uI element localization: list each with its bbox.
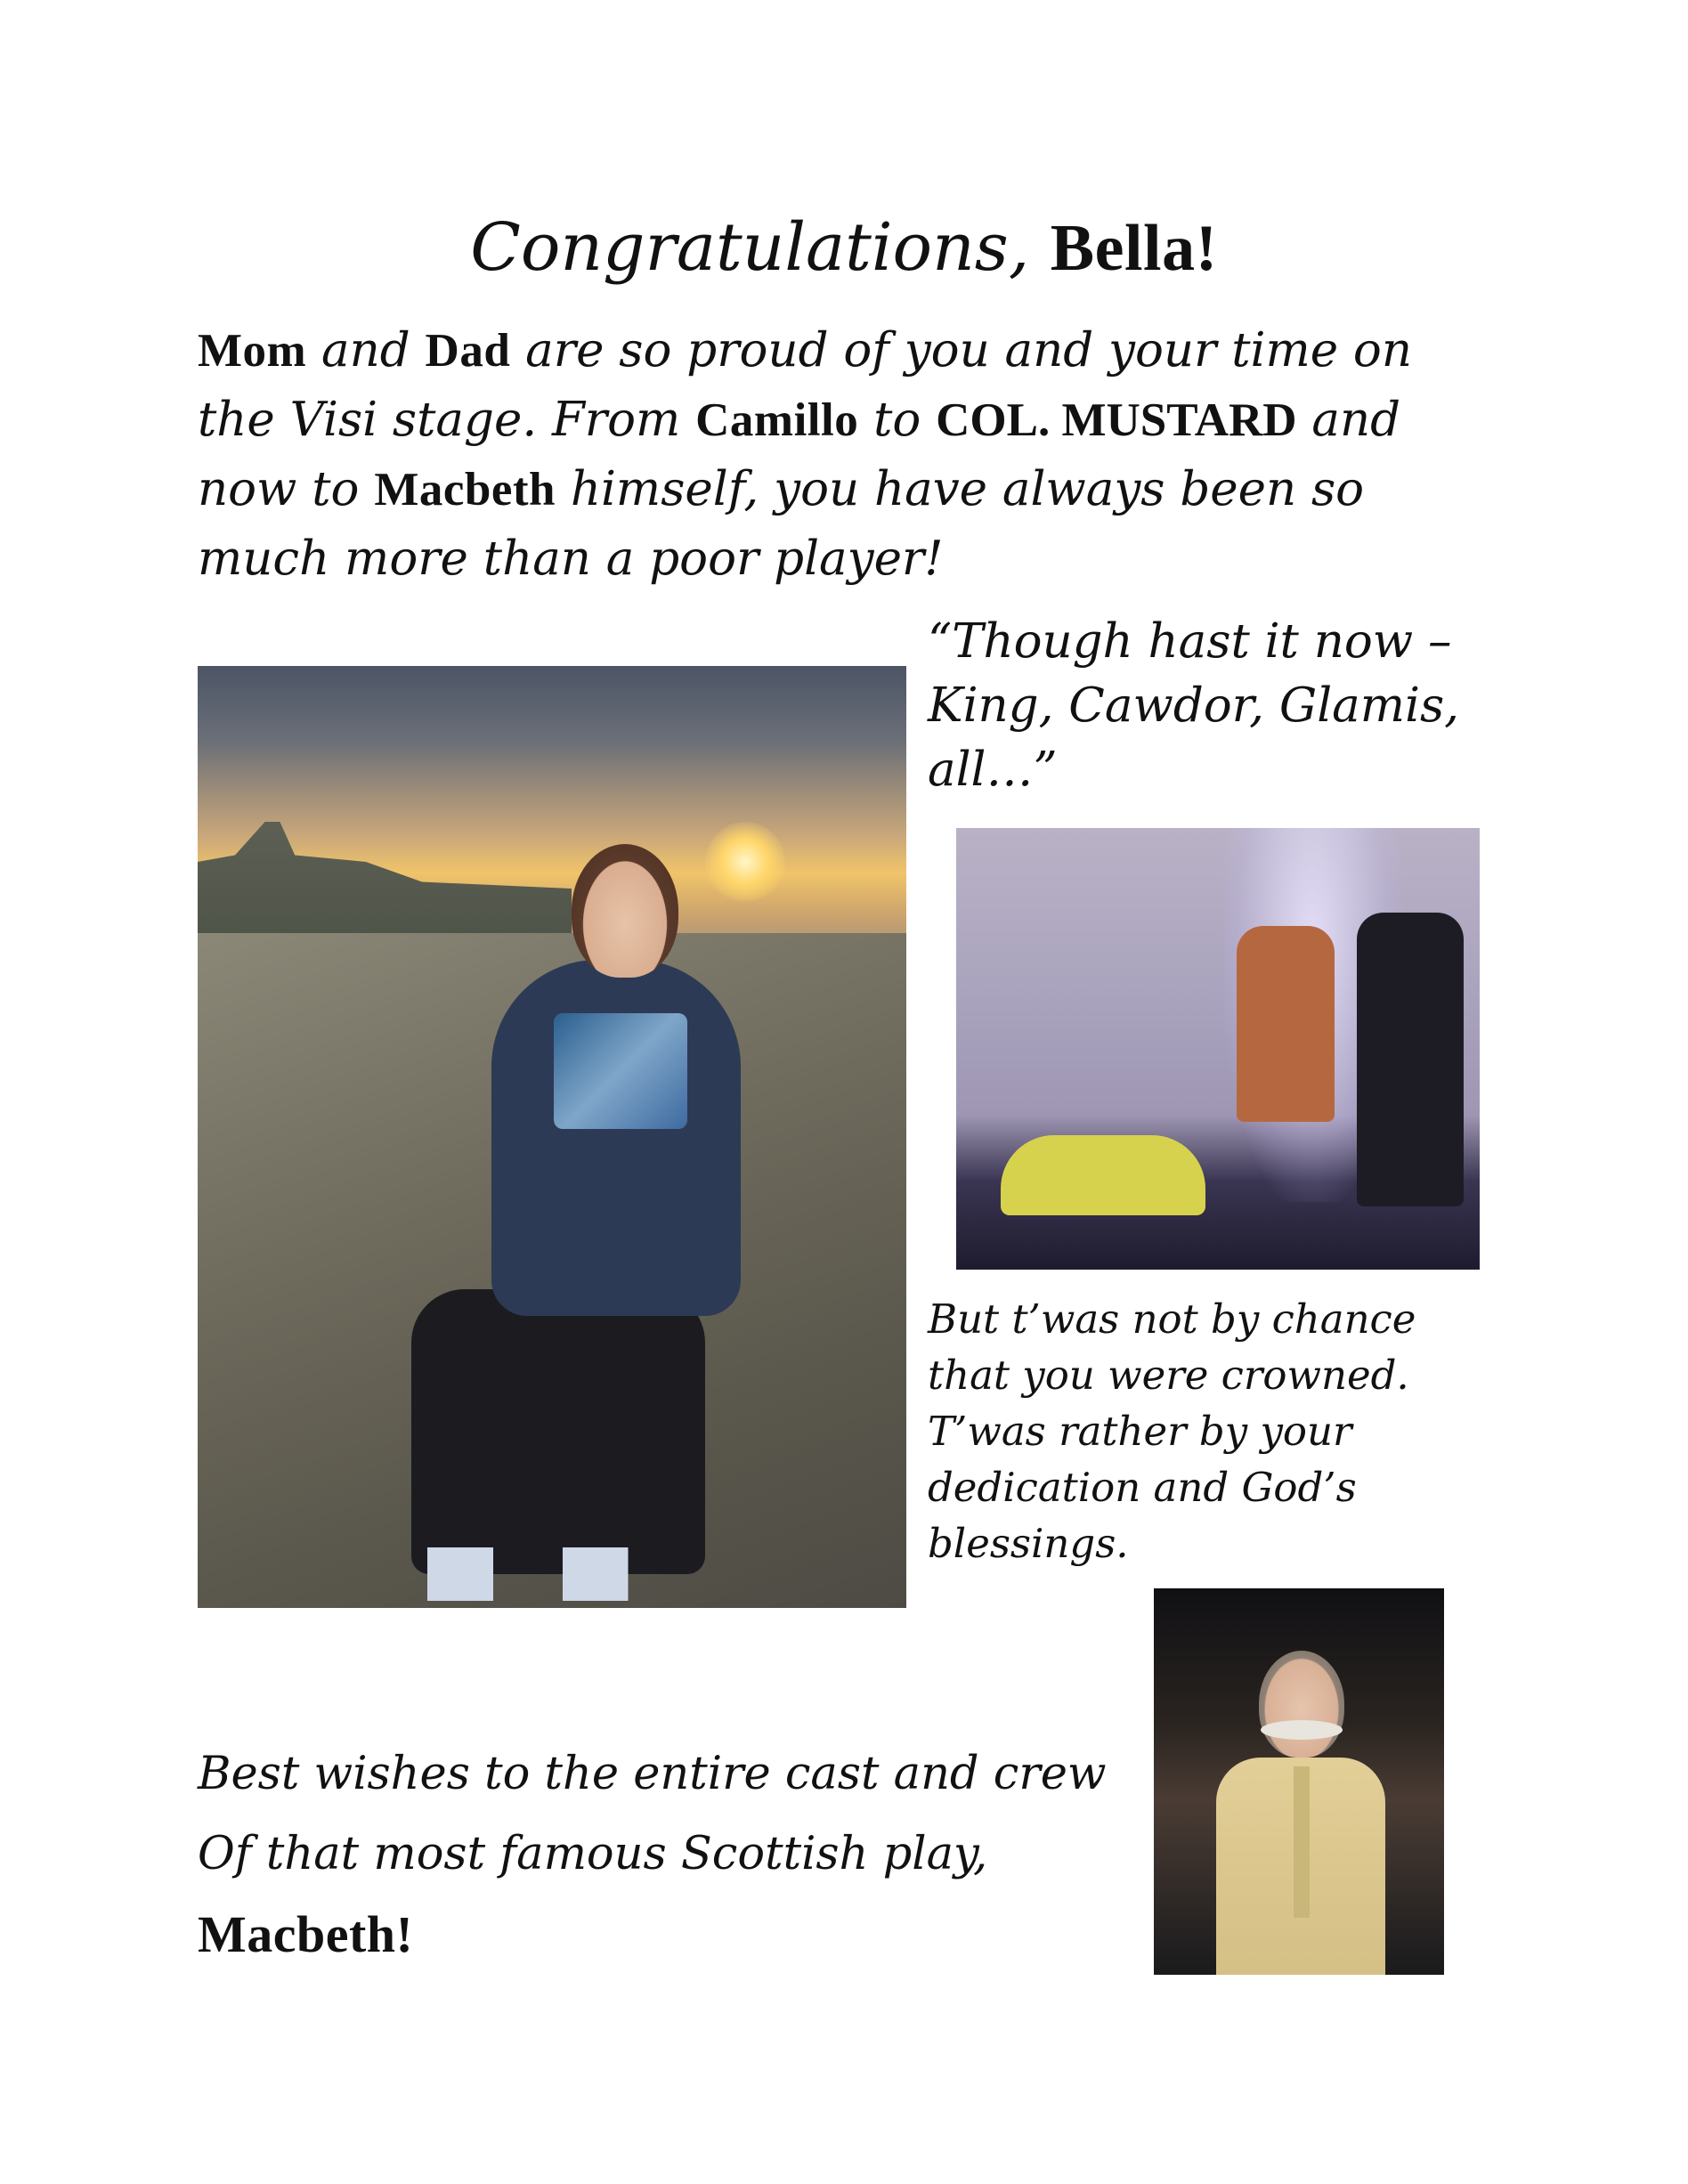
tie [1294,1766,1310,1918]
intro-and: and [306,323,426,378]
closing-line-1: Best wishes to the entire cast and crew [198,1748,1107,1800]
intro-dad: Dad [425,325,511,377]
sun-shape [705,822,785,902]
intro-role-camillo: Camillo [695,394,859,446]
photo-sunset-portrait [198,666,906,1608]
person-shoes [358,1547,767,1601]
title-prefix: Congratulations, [470,209,1051,286]
person-legs [411,1289,705,1574]
castle-silhouette [198,808,572,942]
mustache [1261,1720,1343,1740]
intro-text-2: and now to [198,393,1401,516]
macbeth-quote: “Though hast it now – King, Cawdor, Glamis, all…” [928,614,1460,797]
blessing-paragraph: But t’was not by chance that you were crowned. T’was rather by your dedication and God’s blessings. [928,1295,1416,1567]
photo-mustache-portrait [1154,1588,1444,1975]
photo-stage-scene [956,828,1480,1270]
actor-black-coat [1357,913,1464,1206]
intro-role-mustard: COL. MUSTARD [936,394,1297,446]
intro-to: to [858,393,937,447]
intro-mom: Mom [198,325,307,377]
closing-message [198,1734,1141,1977]
actor-kneeling [1001,1135,1205,1215]
person-shirt [554,1013,687,1129]
actor-orange-coat [1237,926,1335,1122]
intro-paragraph [198,316,1497,593]
closing-line-2: Of that most famous Scottish play, [198,1828,988,1880]
intro-text-1: are so proud of you and your time on the Visi stage. From [198,323,1412,447]
person-head [572,844,678,978]
portrait-head [1259,1651,1344,1758]
intro-role-macbeth: Macbeth [374,464,556,516]
closing-play-name: Macbeth! [198,1905,414,1963]
page-title [0,203,1688,293]
title-name: Bella! [1050,212,1218,285]
intro-text-3: himself, you have always been so much more than a poor player! [198,462,1365,586]
